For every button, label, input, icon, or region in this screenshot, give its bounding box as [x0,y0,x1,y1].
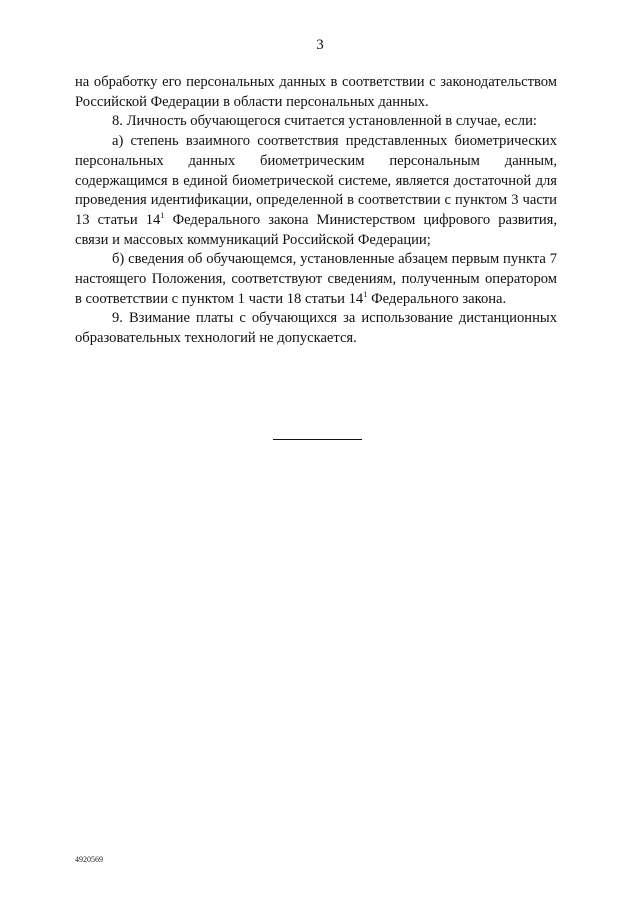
paragraph-8a-text-2: Федерального закона Министерством цифрового развития, связи и массовых коммуникаций Российской Федерации; [75,211,558,248]
paragraph-8a [75,132,557,250]
paragraph-8b-text-2: Федерального закона. [367,290,507,307]
document-body [75,73,557,349]
paragraph-8a-text-1: а) степень взаимного соответствия представленных биометрических персональных данных биометрическим персональным данным, содержащимся в единой биометрической системе, является достаточной для проведения идентификации, определенной в соответствии с пунктом 3 части 13 статьи 14 [75,133,557,228]
superscript-1: 1 [160,209,165,220]
paragraph-8b [75,250,557,309]
paragraph-9: 9. Взимание платы с обучающихся за использование дистанционных образовательных технологий не допускается. [75,310,557,347]
superscript-1: 1 [363,288,368,299]
document-code: 4920569 [75,855,103,864]
page-number: 3 [316,37,324,53]
end-divider-line [273,439,362,440]
paragraph-8: 8. Личность обучающегося считается установленной в случае, если: [112,113,537,130]
paragraph-8b-text-1: б) сведения об обучающемся, установленные абзацем первым пункта 7 настоящего Положения, соответствуют сведениям, полученным оператором в соответствии с пунктом 1 части 18 статьи 14 [75,251,557,307]
paragraph-continuation: на обработку его персональных данных в соответствии с законодательством Российской Федерации в области персональных данных. [75,74,557,110]
